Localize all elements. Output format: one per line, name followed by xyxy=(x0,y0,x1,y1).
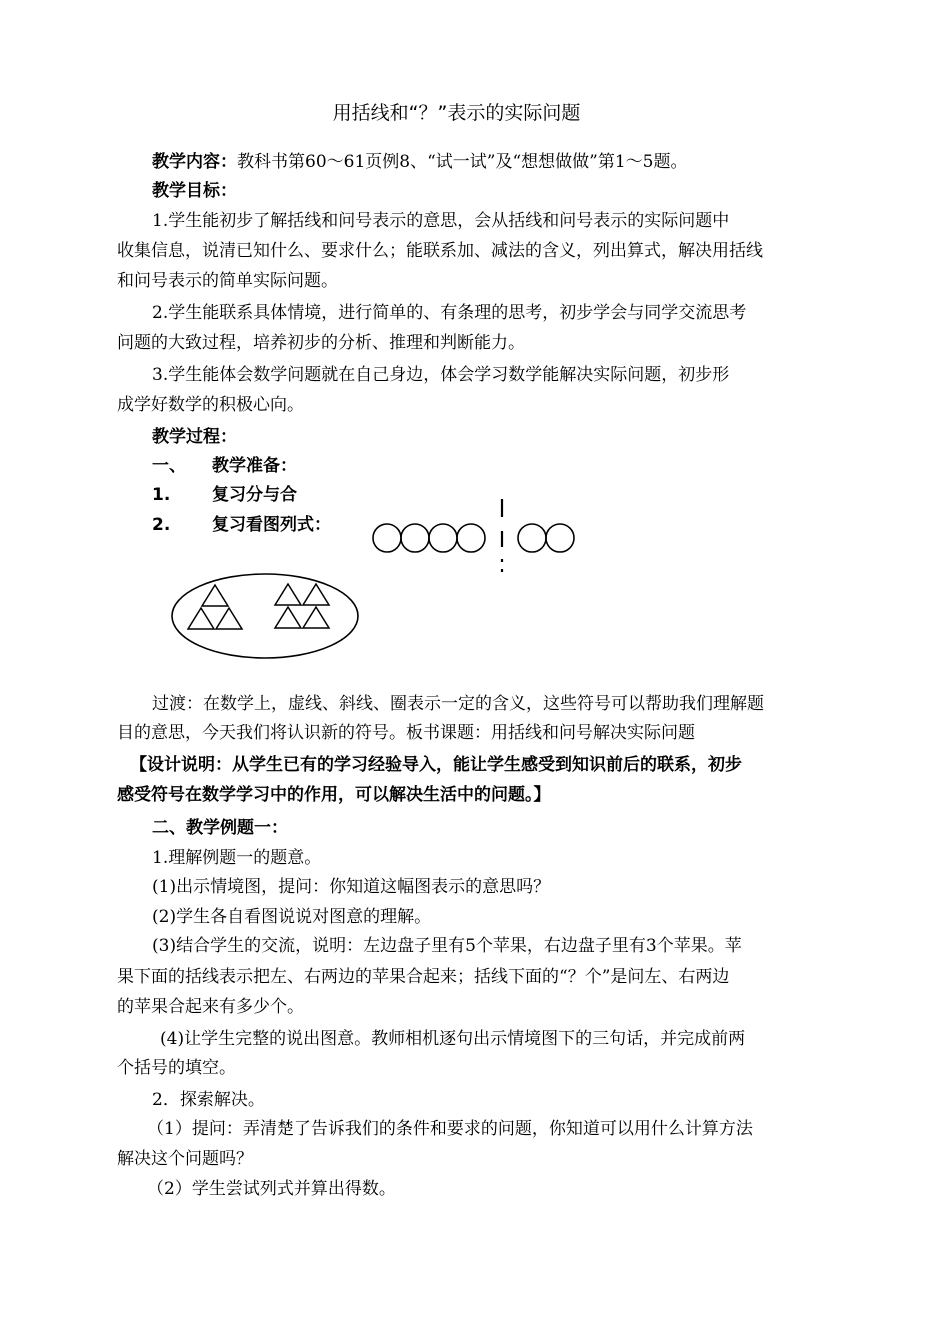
goal-2-line-1: 2.学生能联系具体情境，进行简单的、有条理的思考，初步学会与同学交流思考 xyxy=(152,303,747,323)
example-line: （1）提问：弄清楚了告诉我们的条件和要求的问题，你知道可以用什么计算方法 xyxy=(147,1119,753,1139)
circles-figure xyxy=(365,495,585,580)
example-line: 的苹果合起来有多少个。 xyxy=(117,997,304,1017)
page-title: 用括线和“？”表示的实际问题 xyxy=(332,102,581,124)
goal-2-line-2: 问题的大致过程，培养初步的分析、推理和判断能力。 xyxy=(117,333,525,353)
triangle-left-top xyxy=(202,585,228,606)
example-line: （2）学生尝试列式并算出得数。 xyxy=(147,1179,396,1199)
prep-item-1-label: 复习分与合 xyxy=(212,485,297,505)
goal-1-line-2: 收集信息，说清已知什么、要求什么；能联系加、减法的含义，列出算式，解决用括线 xyxy=(117,241,763,261)
goals-label: 教学目标： xyxy=(152,181,237,201)
circle-2 xyxy=(401,524,429,552)
design-note-line-2: 感受符号在数学学习中的作用，可以解决生活中的问题。】 xyxy=(117,785,551,805)
design-note-line-1: 【设计说明：从学生已有的学习经验导入，能让学生感受到知识前后的联系，初步 xyxy=(130,755,742,775)
triangle-left-bottom-right xyxy=(216,608,242,629)
example-line: (4)让学生完整的说出图意。教师相机逐句出示情境图下的三句话，并完成前两 xyxy=(160,1029,746,1049)
triangle-right-bottom-left xyxy=(275,607,301,628)
prep-item-2-label: 复习看图列式： xyxy=(212,515,331,535)
circle-4 xyxy=(457,524,485,552)
section-1-label: 教学准备： xyxy=(212,456,297,476)
triangle-left-bottom-left xyxy=(188,608,214,629)
grouping-ellipse xyxy=(172,574,358,658)
goal-1-line-1: 1.学生能初步了解括线和问号表示的意思，会从括线和问号表示的实际问题中 xyxy=(152,211,730,231)
prep-item-1-num: 1. xyxy=(152,485,171,505)
example-line: 2．探索解决。 xyxy=(152,1090,265,1110)
transition-line-2: 目的意思，今天我们将认识新的符号。板书课题：用括线和问号解决实际问题 xyxy=(117,723,695,743)
goal-3-line-1: 3.学生能体会数学问题就在自己身边，体会学习数学能解决实际问题，初步形 xyxy=(152,365,730,385)
triangle-right-top-right xyxy=(303,584,329,605)
content-label: 教学内容： xyxy=(152,152,237,172)
circle-3 xyxy=(429,524,457,552)
prep-item-2-num: 2. xyxy=(152,515,171,535)
example-line: 果下面的括线表示把左、右两边的苹果合起来；括线下面的“？个”是问左、右两边 xyxy=(117,967,730,987)
content-text: 教科书第60～61页例8、“试一试”及“想想做做”第1～5题。 xyxy=(237,152,688,172)
example-line: (3)结合学生的交流，说明：左边盘子里有5个苹果，右边盘子里有3个苹果。苹 xyxy=(152,936,742,956)
circle-6 xyxy=(546,524,574,552)
transition-line-1: 过渡：在数学上，虚线、斜线、圈表示一定的含义，这些符号可以帮助我们理解题 xyxy=(152,694,764,714)
goal-3-line-2: 成学好数学的积极心向。 xyxy=(117,395,304,415)
triangle-right-top-left xyxy=(275,584,301,605)
example-line: 解决这个问题吗？ xyxy=(117,1149,253,1169)
section-1-num: 一、 xyxy=(152,456,186,476)
example-line: (2)学生各自看图说说对图意的理解。 xyxy=(152,907,432,927)
process-label: 教学过程： xyxy=(152,427,237,447)
circle-5 xyxy=(518,524,546,552)
content-line xyxy=(152,151,852,173)
section-2-heading: 二、教学例题一： xyxy=(152,818,288,838)
section-1-heading xyxy=(152,455,852,477)
example-line: 个括号的填空。 xyxy=(117,1058,236,1078)
example-line: (1)出示情境图，提问：你知道这幅图表示的意思吗？ xyxy=(152,877,551,897)
circle-1 xyxy=(373,524,401,552)
example-line: 1.理解例题一的题意。 xyxy=(152,848,322,868)
triangles-ellipse-figure xyxy=(168,570,364,662)
triangle-right-bottom-right xyxy=(303,607,329,628)
goal-1-line-3: 和问号表示的简单实际问题。 xyxy=(117,271,338,291)
